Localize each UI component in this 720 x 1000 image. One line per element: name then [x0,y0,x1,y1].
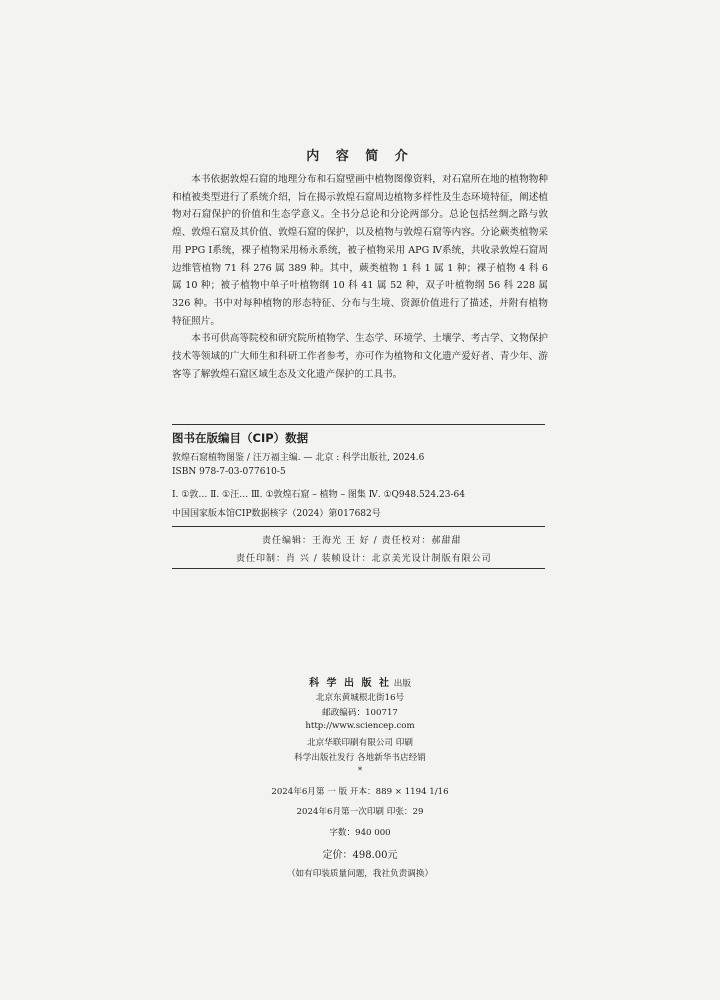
publisher-postcode: 邮政编码：100717 [322,708,398,718]
quality-notice: （如有印装质量问题，我社负责调换） [286,869,434,879]
publisher-website: http://www.sciencep.com [305,721,415,731]
publisher-address: 北京东黄城根北街16号 [315,693,405,703]
summary-title: 内 容 简 介 [306,149,414,164]
cip-bottom-rule [172,526,545,527]
cip-record-number: 中国国家版本馆CIP数据核字（2024）第017682号 [172,509,381,519]
summary-paragraph-1: 本书依据敦煌石窟的地理分布和石窟壁画中植物图像资料，对石窟所在地的植物物种和植被类型进行了系统介绍，旨在揭示敦煌石窟周边植物多样性及生态环境特征，阐述植物对石窟保护的价值和生态学意义。全书分总论和分论两部分。总论包括丝绸之路与敦煌、敦煌石窟及其价值、敦煌石窟的保护，以及植物与敦煌石窟等内容。分论蕨类植物采用 PPG Ⅰ系统，裸子植物采用杨永系统，被子植物采用 APG Ⅳ系统，共收录敦煌石窟周边维管植物 71 科 276 属 389 种。其中，蕨类植物 1 科 1 属 1 种；裸子植物 4 科 6 属 10 种；被子植物中单子叶植物纲 10 科 41 属 52 种，双子叶植物纲 56 科 228 属 326 种。书中对每种植物的形态特征、分布与生境、资源价值进行了描述，并附有植物特征照片。 [172,174,548,327]
printing-line: 2024年6月第一次印刷 印张：29 [296,807,424,817]
wordcount-line: 字数：940 000 [329,828,391,838]
distribution-line: 科学出版社发行 各地新华书店经销 [294,753,426,763]
printer-line: 北京华联印刷有限公司 印刷 [307,738,413,748]
cip-top-rule [172,424,545,425]
staff-editors: 责任编辑：王海光 王 好 / 责任校对：郝甜甜 [262,536,462,546]
cip-isbn: ISBN 978-7-03-077610-5 [172,467,286,477]
cip-title-line: 敦煌石窟植物图鉴 / 汪万福主编. — 北京 : 科学出版社, 2024.6 [172,453,425,463]
separator-star: * [357,766,363,776]
summary-paragraph-2: 本书可供高等院校和研究院所植物学、生态学、环境学、土壤学、考古学、文物保护技术等领域的广大师生和科研工作者参考，亦可作为植物和文化遗产爱好者、青少年、游客等了解敦煌石窟区域生态及文化遗产保护的工具书。 [172,333,548,380]
staff-production: 责任印制：肖 兴 / 装帧设计：北京美光设计制版有限公司 [236,554,492,564]
cip-classification: Ⅰ. ①敦… Ⅱ. ①汪… Ⅲ. ①敦煌石窟 – 植物 – 图集 Ⅳ. ①Q948.524.23-64 [172,490,465,500]
price-line: 定价：498.00元 [322,850,398,861]
publisher-name: 科 学 出 版 社 [309,678,391,689]
cip-heading: 图书在版编目（CIP）数据 [172,431,309,445]
publisher-suffix: 出版 [393,679,411,689]
staff-bottom-rule [172,568,545,569]
publisher-line [0,674,720,689]
summary-body [172,171,548,383]
edition-line: 2024年6月第 一 版 开本：889 × 1194 1/16 [271,787,449,797]
